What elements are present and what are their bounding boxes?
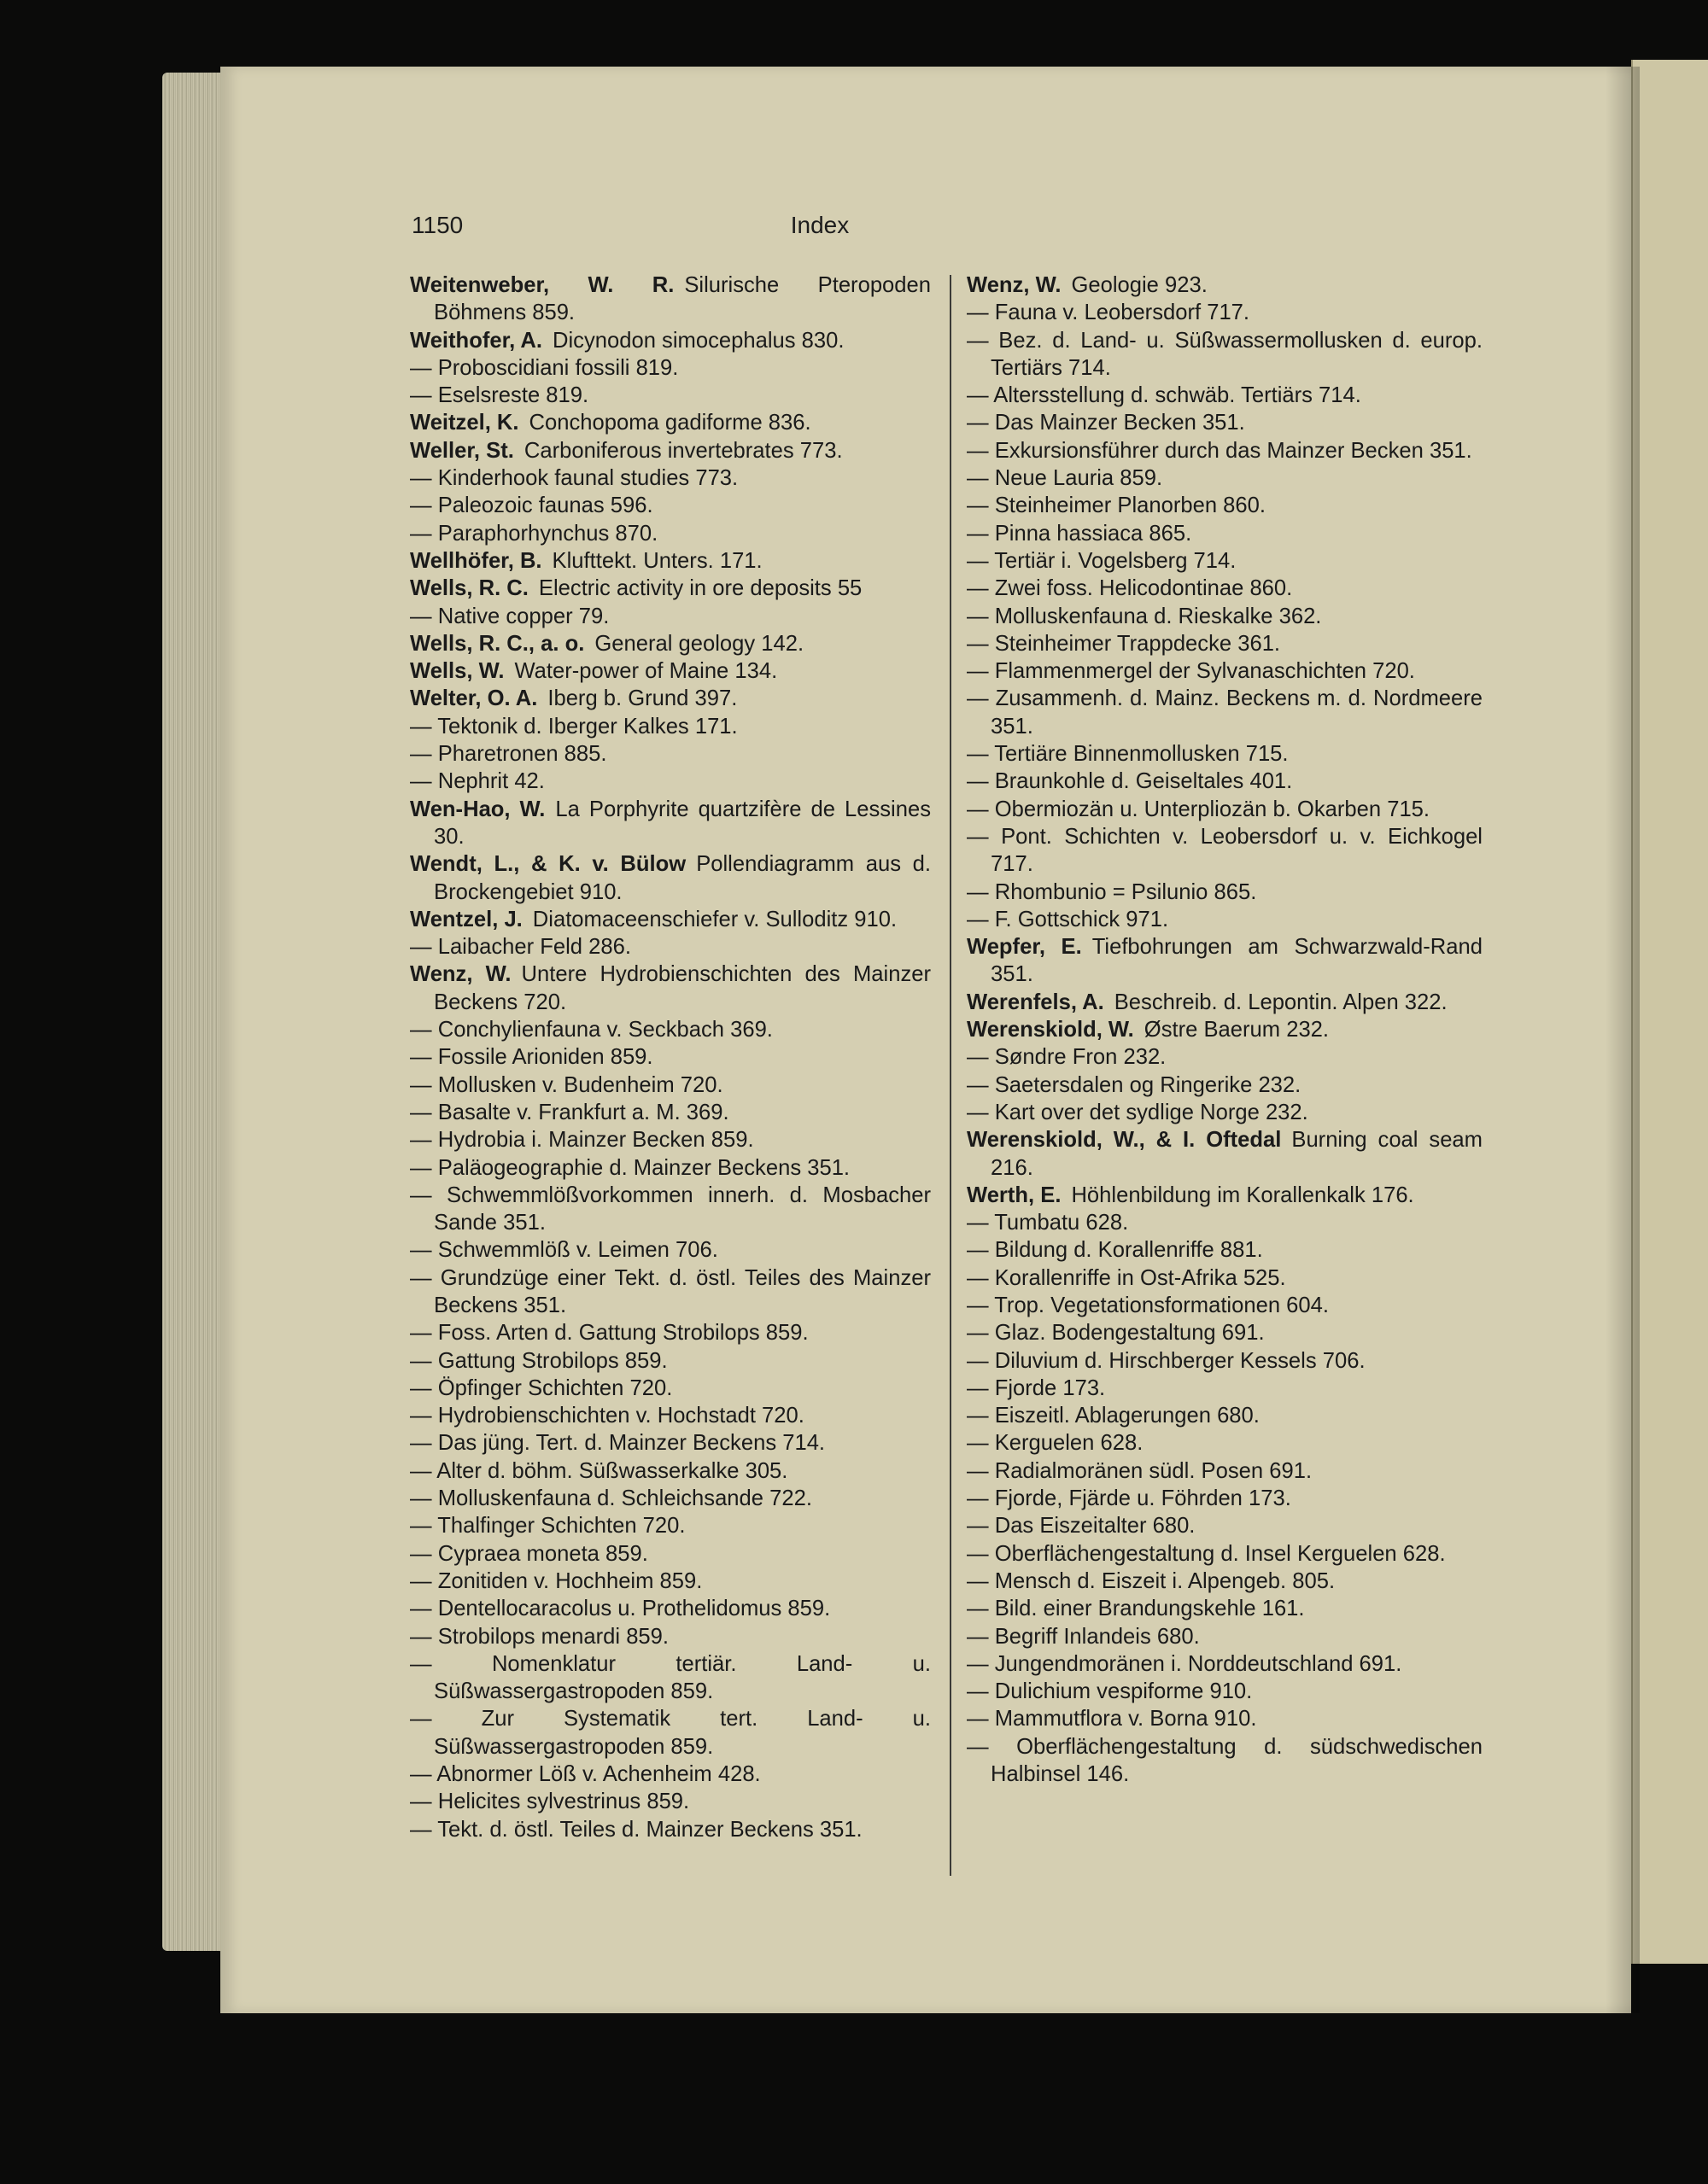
index-entry-text: — Strobilops menardi 859. <box>410 1624 670 1649</box>
index-entry <box>967 1568 1483 1595</box>
index-entry <box>410 1816 931 1843</box>
index-entry-text: Untere Hydrobienschichten des Mainzer Beckens 720. <box>434 962 932 1014</box>
index-entry <box>410 1761 931 1788</box>
index-entry-text: — Hydrobia i. Mainzer Becken 859. <box>410 1128 754 1153</box>
index-entry-text: — Diluvium d. Hirschberger Kessels 706. <box>967 1348 1366 1373</box>
index-entry <box>967 575 1483 602</box>
index-entry-text: Dicynodon simocephalus 830. <box>553 328 845 353</box>
index-entry <box>410 850 931 906</box>
index-author-name: Werth, E. <box>967 1183 1062 1207</box>
index-author-name: Welter, O. A. <box>410 686 538 711</box>
index-entry <box>967 327 1483 382</box>
index-entry-text: — Gattung Strobilops 859. <box>410 1348 668 1373</box>
index-author-name: Werenskiold, W. <box>967 1018 1134 1042</box>
index-entry <box>410 1595 931 1622</box>
index-author-name: Werenfels, A. <box>967 990 1104 1014</box>
index-entry <box>967 1236 1483 1264</box>
index-entry <box>410 933 931 961</box>
index-entry <box>967 1650 1483 1678</box>
index-entry-text: — Zur Systematik tert. Land- u. Süßwassergastropoden 859. <box>410 1707 931 1759</box>
index-entry-text: — Dentellocaracolus u. Prothelidomus 859. <box>410 1597 831 1621</box>
index-entry <box>967 1457 1483 1485</box>
index-entry-text: — Begriff Inlandeis 680. <box>967 1624 1200 1649</box>
index-entry-text: — Pharetronen 885. <box>410 742 607 767</box>
index-entry-text: — Oberflächengestaltung d. Insel Kerguelen 628. <box>967 1541 1446 1566</box>
index-entry-text: Beschreib. d. Lepontin. Alpen 322. <box>1114 990 1448 1014</box>
page-number: 1150 <box>412 212 464 238</box>
index-entry <box>410 603 931 630</box>
index-entry-text: — Saetersdalen og Ringerike 232. <box>967 1072 1301 1097</box>
index-entry-text: — Mollusken v. Budenheim 720. <box>410 1072 723 1097</box>
index-entry-text: Østre Baerum 232. <box>1144 1018 1330 1042</box>
index-entry-text: — Kart over det sydlige Norge 232. <box>967 1100 1308 1124</box>
index-entry <box>967 1485 1483 1512</box>
index-entry-text: — Conchylienfauna v. Seckbach 369. <box>410 1018 773 1042</box>
index-entry <box>410 1485 931 1512</box>
index-entry <box>967 1733 1483 1789</box>
index-entry-text: — Steinheimer Planorben 860. <box>967 493 1266 518</box>
index-entry-text: — Eiszeitl. Ablagerungen 680. <box>967 1404 1260 1428</box>
index-entry-text: — Das jüng. Tert. d. Mainzer Beckens 714. <box>410 1431 826 1456</box>
index-entry <box>410 1788 931 1815</box>
index-entry-text: — Paleozoic faunas 596. <box>410 493 653 518</box>
index-entry <box>410 1375 931 1402</box>
index-entry-text: — Helicites sylvestrinus 859. <box>410 1790 690 1814</box>
index-entry-text: — Mammutflora v. Borna 910. <box>967 1707 1257 1731</box>
index-entry <box>410 520 931 547</box>
index-entry <box>967 768 1483 795</box>
index-entry <box>967 1209 1483 1236</box>
index-entry-text: — Obermiozän u. Unterpliozän b. Okarben 715. <box>967 797 1430 821</box>
index-entry-text: — Tumbatu 628. <box>967 1211 1129 1235</box>
index-entry-text: — Altersstellung d. schwäb. Tertiärs 714. <box>967 383 1361 408</box>
index-entry-text: — Das Eiszeitalter 680. <box>967 1514 1196 1539</box>
index-entry-text: — Radialmoränen südl. Posen 691. <box>967 1458 1313 1483</box>
index-entry-text: — Korallenriffe in Ost-Afrika 525. <box>967 1265 1286 1290</box>
index-entry <box>967 1678 1483 1705</box>
index-entry-text: Burning coal seam 216. <box>991 1128 1483 1180</box>
index-entry <box>410 740 931 768</box>
index-entry <box>967 1126 1483 1182</box>
index-entry-text: — Glaz. Bodengestaltung 691. <box>967 1321 1265 1346</box>
index-entry-text: Carboniferous invertebrates 773. <box>524 438 843 463</box>
index-entry <box>410 492 931 519</box>
index-entry-text: — Alter d. böhm. Süßwasserkalke 305. <box>410 1458 788 1483</box>
index-entry <box>967 409 1483 436</box>
index-entry-text: Geologie 923. <box>1071 273 1208 297</box>
index-entry-text: — Fjorde, Fjärde u. Föhrden 173. <box>967 1486 1291 1511</box>
index-entry <box>967 520 1483 547</box>
index-author-name: Wells, R. C. <box>410 576 529 601</box>
index-entry <box>410 1623 931 1650</box>
index-entry <box>410 906 931 933</box>
index-entry <box>410 272 931 327</box>
index-entry <box>967 1429 1483 1457</box>
index-entry <box>967 740 1483 768</box>
index-entry-text: — Kerguelen 628. <box>967 1431 1144 1456</box>
index-entry <box>410 409 931 436</box>
index-entry-text: — Bez. d. Land- u. Süßwassermollusken d. europ. Tertiärs 714. <box>967 328 1483 380</box>
index-entry-text: — Pinna hassiaca 865. <box>967 521 1192 546</box>
index-entry-text: — Tertiäre Binnenmollusken 715. <box>967 742 1289 767</box>
index-entry-text: — Kinderhook faunal studies 773. <box>410 466 739 491</box>
index-entry-text: — Proboscidiani fossili 819. <box>410 355 679 380</box>
index-entry-text: — Basalte v. Frankfurt a. M. 369. <box>410 1100 729 1124</box>
index-entry-text: — Öpfinger Schichten 720. <box>410 1375 673 1400</box>
index-entry <box>967 299 1483 326</box>
index-author-name: Wellhöfer, B. <box>410 548 542 573</box>
index-entry <box>967 989 1483 1016</box>
index-entry <box>410 354 931 382</box>
index-author-name: Wepfer, E. <box>967 935 1082 960</box>
index-entry-text: — Zwei foss. Helicodontinae 860. <box>967 576 1293 601</box>
index-entry-text: — Laibacher Feld 286. <box>410 935 631 960</box>
index-entry <box>967 1402 1483 1429</box>
index-author-name: Wen-Hao, W. <box>410 797 546 821</box>
index-entry-text: — F. Gottschick 971. <box>967 907 1169 931</box>
index-entry-text: — Abnormer Löß v. Achenheim 428. <box>410 1762 761 1787</box>
index-entry <box>410 961 931 1016</box>
index-entry-text: — Søndre Fron 232. <box>967 1045 1167 1070</box>
index-entry-text: — Nephrit 42. <box>410 769 545 794</box>
index-author-name: Wendt, L., & K. v. Bülow <box>410 852 687 877</box>
index-author-name: Weitenweber, W. R. <box>410 273 675 297</box>
index-author-name: Werenskiold, W., & I. Oftedal <box>967 1128 1282 1153</box>
index-entry <box>410 796 931 851</box>
index-entry <box>410 630 931 657</box>
spine-shadow <box>1606 67 1640 2013</box>
index-entry <box>410 1126 931 1153</box>
index-entry-text: — Foss. Arten d. Gattung Strobilops 859. <box>410 1321 809 1346</box>
index-column-left <box>410 272 931 1843</box>
index-entry-text: Tiefbohrungen am Schwarzwald-Rand 351. <box>991 935 1483 987</box>
index-entry <box>410 657 931 685</box>
index-entry <box>967 464 1483 492</box>
index-entry-text: Iberg b. Grund 397. <box>547 686 738 711</box>
index-entry-text: — Molluskenfauna d. Rieskalke 362. <box>967 604 1322 628</box>
index-entry-text: — Thalfinger Schichten 720. <box>410 1514 686 1539</box>
index-author-name: Wells, R. C., a. o. <box>410 631 585 656</box>
index-entry <box>410 713 931 740</box>
index-entry <box>410 382 931 409</box>
index-entry-text: — Tekt. d. östl. Teiles d. Mainzer Beckens 351. <box>410 1817 863 1842</box>
index-entry <box>410 1319 931 1346</box>
index-entry-text: — Flammenmergel der Sylvanaschichten 720. <box>967 659 1415 684</box>
index-entry <box>967 1375 1483 1402</box>
index-entry-text: Conchopoma gadiforme 836. <box>529 411 811 435</box>
index-entry <box>410 1512 931 1539</box>
index-entry-text: — Bild. einer Brandungskehle 161. <box>967 1597 1305 1621</box>
index-entry <box>967 1623 1483 1650</box>
index-entry-text: — Native copper 79. <box>410 604 610 628</box>
index-entry-text: Pollendiagramm aus d. Brockengebiet 910. <box>434 852 932 904</box>
index-entry <box>967 437 1483 464</box>
index-entry <box>410 768 931 795</box>
index-entry-text: — Pont. Schichten v. Leobersdorf u. v. Eichkogel 717. <box>967 824 1483 877</box>
index-entry-text: — Hydrobienschichten v. Hochstadt 720. <box>410 1404 804 1428</box>
index-author-name: Weller, St. <box>410 438 514 463</box>
index-entry <box>410 464 931 492</box>
index-entry-text: Höhlenbildung im Korallenkalk 176. <box>1071 1183 1414 1207</box>
index-entry <box>967 492 1483 519</box>
index-author-name: Wells, W. <box>410 659 505 684</box>
index-entry <box>967 1072 1483 1099</box>
index-entry <box>410 1099 931 1126</box>
index-entry-text: — Bildung d. Korallenriffe 881. <box>967 1238 1263 1263</box>
index-entry-text: Diatomaceenschiefer v. Sulloditz 910. <box>532 907 898 931</box>
index-entry <box>967 1540 1483 1568</box>
page-header <box>412 212 982 246</box>
index-author-name: Wentzel, J. <box>410 907 523 931</box>
page-title: Index <box>790 212 850 238</box>
index-entry-text: — Fjorde 173. <box>967 1375 1106 1400</box>
index-column-right <box>967 272 1483 1788</box>
index-entry <box>967 796 1483 823</box>
index-entry-text: — Cypraea moneta 859. <box>410 1541 648 1566</box>
index-entry-text: — Braunkohle d. Geiseltales 401. <box>967 769 1293 794</box>
index-entry-text: — Nomenklatur tertiär. Land- u. Süßwassergastropoden 859. <box>410 1651 931 1704</box>
index-entry-text: Electric activity in ore deposits 55 <box>538 576 863 601</box>
index-entry-text: — Molluskenfauna d. Schleichsande 722. <box>410 1486 812 1511</box>
index-entry-text: — Eselsreste 819. <box>410 383 589 408</box>
index-entry <box>967 1319 1483 1346</box>
index-entry <box>410 1043 931 1071</box>
index-entry <box>410 327 931 354</box>
index-entry <box>967 1292 1483 1319</box>
index-entry-text: — Schwemmlöß v. Leimen 706. <box>410 1238 718 1263</box>
index-entry <box>967 1182 1483 1209</box>
column-divider <box>950 275 951 1876</box>
index-entry <box>410 1016 931 1043</box>
index-entry <box>967 272 1483 299</box>
index-entry <box>967 1705 1483 1732</box>
index-entry-text: — Rhombunio = Psilunio 865. <box>967 879 1257 904</box>
index-entry <box>410 437 931 464</box>
index-author-name: Wenz, W. <box>410 962 512 987</box>
index-entry <box>967 547 1483 575</box>
index-entry <box>410 685 931 712</box>
index-entry-text: — Fossile Arioniden 859. <box>410 1045 653 1070</box>
index-entry-text: — Mensch d. Eiszeit i. Alpengeb. 805. <box>967 1568 1336 1593</box>
index-entry <box>967 1016 1483 1043</box>
index-entry <box>410 575 931 602</box>
index-entry-text: — Dulichium vespiforme 910. <box>967 1679 1253 1704</box>
index-entry <box>410 1457 931 1485</box>
index-entry-text: Klufttekt. Unters. 171. <box>552 548 763 573</box>
index-entry-text: — Tertiär i. Vogelsberg 714. <box>967 548 1237 573</box>
index-entry <box>967 823 1483 879</box>
index-entry <box>410 1236 931 1264</box>
index-entry <box>967 1347 1483 1375</box>
index-entry <box>967 1099 1483 1126</box>
index-entry <box>410 1705 931 1761</box>
index-author-name: Weithofer, A. <box>410 328 542 353</box>
index-entry-text: — Grundzüge einer Tekt. d. östl. Teiles des Mainzer Beckens 351. <box>410 1265 931 1317</box>
index-entry <box>967 1264 1483 1292</box>
index-entry-text: — Neue Lauria 859. <box>967 466 1163 491</box>
index-entry-text: — Tektonik d. Iberger Kalkes 171. <box>410 714 738 739</box>
index-entry <box>967 657 1483 685</box>
index-entry-text: — Paläogeographie d. Mainzer Beckens 351. <box>410 1155 851 1180</box>
index-entry <box>410 1072 931 1099</box>
index-entry-text: La Porphyrite quartzifère de Lessines 30. <box>434 797 931 849</box>
index-entry-text: — Jungendmoränen i. Norddeutschland 691. <box>967 1651 1402 1676</box>
index-entry <box>967 382 1483 409</box>
index-entry-text: — Trop. Vegetationsformationen 604. <box>967 1293 1329 1317</box>
index-entry <box>967 603 1483 630</box>
index-entry-text: — Schwemmlößvorkommen innerh. d. Mosbacher Sande 351. <box>410 1183 931 1235</box>
index-entry <box>967 933 1483 989</box>
index-entry-text: — Zusammenh. d. Mainz. Beckens m. d. Nordmeere 351. <box>967 686 1483 739</box>
index-author-name: Weitzel, K. <box>410 411 519 435</box>
index-entry <box>410 1429 931 1457</box>
index-entry <box>410 1182 931 1237</box>
index-entry-text: — Das Mainzer Becken 351. <box>967 411 1245 435</box>
index-entry <box>410 1402 931 1429</box>
index-entry <box>410 1264 931 1320</box>
index-entry-text: — Exkursionsführer durch das Mainzer Becken 351. <box>967 438 1472 463</box>
index-entry <box>967 906 1483 933</box>
index-entry <box>967 1043 1483 1071</box>
index-entry <box>410 1540 931 1568</box>
index-entry <box>967 630 1483 657</box>
index-entry <box>967 1595 1483 1622</box>
facing-page-edge <box>1631 60 1708 1964</box>
index-entry-text: Silurische Pteropoden Böhmens 859. <box>434 273 931 325</box>
index-entry <box>967 879 1483 906</box>
index-entry-text: — Zonitiden v. Hochheim 859. <box>410 1568 703 1593</box>
index-entry <box>410 1347 931 1375</box>
index-entry-text: — Fauna v. Leobersdorf 717. <box>967 301 1250 325</box>
index-entry <box>410 1568 931 1595</box>
index-entry-text: — Oberflächengestaltung d. südschwedischen Halbinsel 146. <box>967 1734 1483 1787</box>
index-entry <box>967 685 1483 740</box>
index-entry <box>410 547 931 575</box>
index-entry <box>967 1512 1483 1539</box>
index-entry <box>410 1650 931 1706</box>
index-entry-text: General geology 142. <box>594 631 804 656</box>
index-author-name: Wenz, W. <box>967 273 1062 297</box>
index-entry-text: — Paraphorhynchus 870. <box>410 521 658 546</box>
index-entry-text: — Steinheimer Trappdecke 361. <box>967 631 1281 656</box>
index-entry <box>410 1154 931 1182</box>
index-entry-text: Water-power of Maine 134. <box>514 659 778 684</box>
